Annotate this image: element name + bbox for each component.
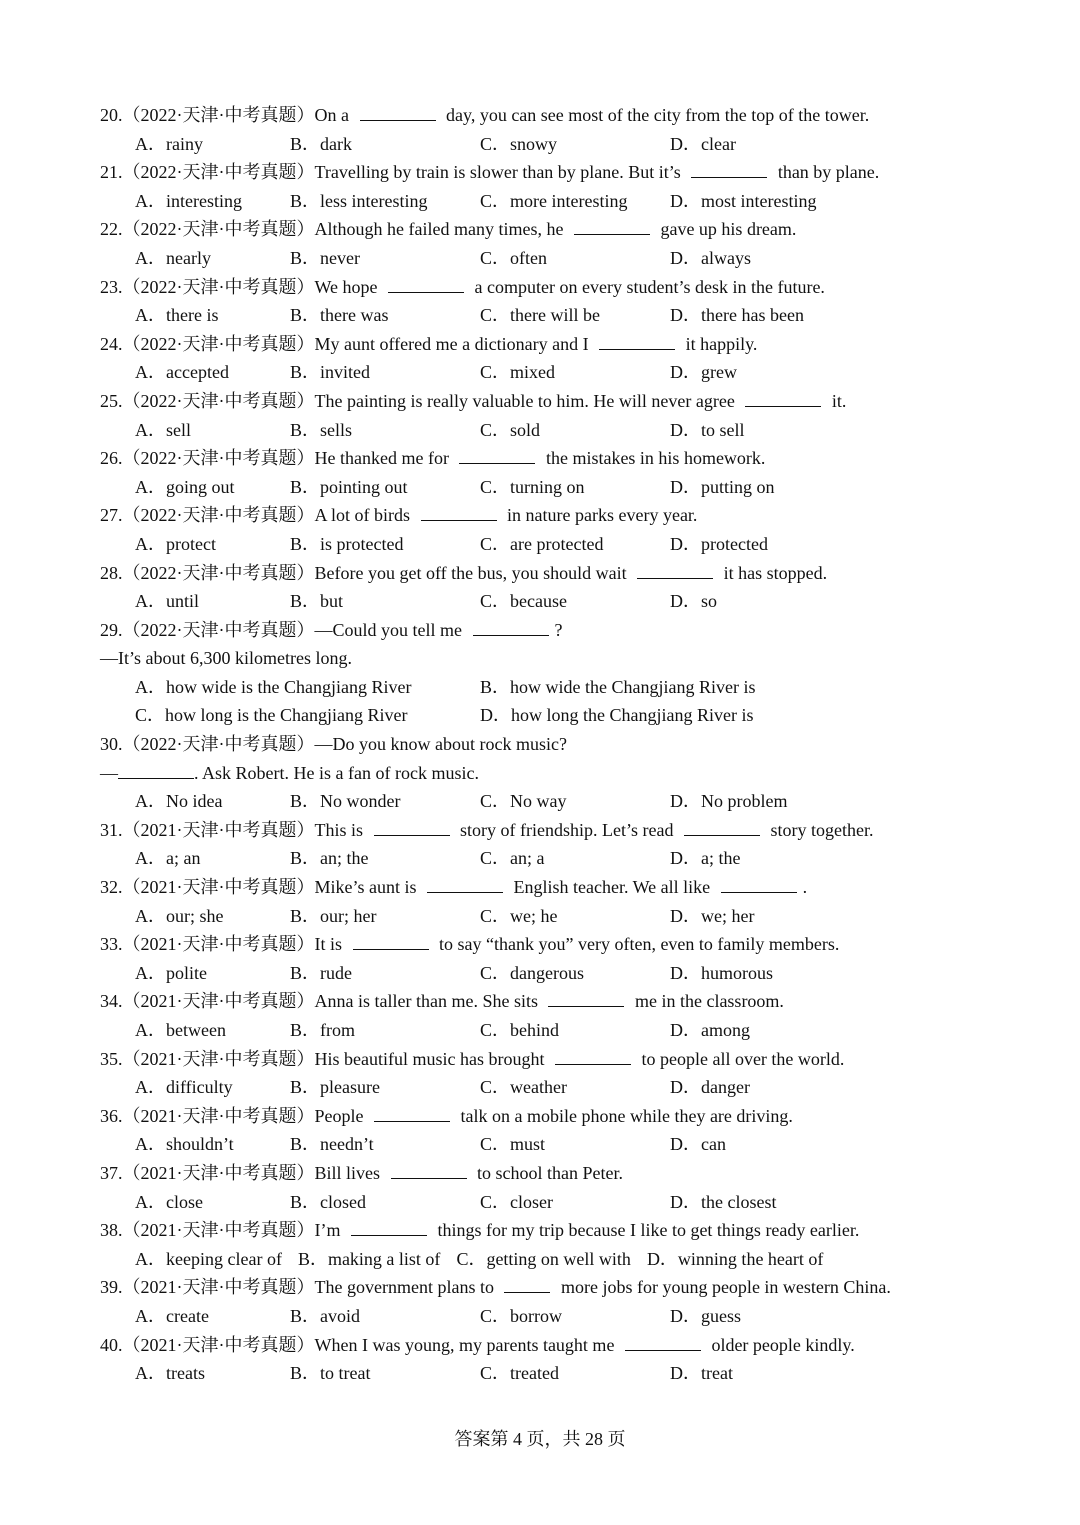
option-a[interactable]: A．going out [135, 476, 235, 497]
answer-blank[interactable] [548, 990, 624, 1007]
option-a[interactable]: A．polite [135, 962, 207, 983]
question-line [100, 873, 980, 902]
question-text-end: a computer on every student’s desk in the future. [470, 276, 825, 297]
question-text: This is [314, 819, 368, 840]
option-a[interactable]: A．treats [135, 1363, 205, 1384]
option-b[interactable]: B．invited [290, 362, 370, 383]
options [100, 587, 980, 616]
question-source: （2022·天津·中考真题） [122, 105, 315, 125]
question-number: 28. [100, 562, 123, 583]
answer-blank[interactable] [360, 104, 436, 121]
question-source: （2022·天津·中考真题） [122, 505, 315, 526]
option-a[interactable]: A．rainy [135, 133, 203, 154]
question-line [100, 101, 980, 130]
question-text-end: in nature parks every year. [502, 505, 698, 526]
options [100, 844, 980, 873]
question-27 [100, 501, 980, 558]
question-text-mid: English teacher. We all like [509, 877, 715, 898]
question-24 [100, 330, 980, 387]
option-d[interactable]: D．humorous [670, 962, 773, 983]
question-23 [100, 273, 980, 330]
options [100, 1359, 980, 1388]
option-b[interactable]: B．No wonder [290, 791, 401, 812]
option-c[interactable]: C．No way [480, 791, 567, 812]
question-text-end: it has stopped. [719, 562, 828, 583]
question-text: The painting is really valuable to him. He will never agree [314, 390, 740, 411]
question-number: 40. [100, 1334, 123, 1355]
question-number: 22. [100, 219, 123, 240]
question-line [100, 987, 980, 1016]
answer-blank[interactable] [721, 876, 797, 893]
question-20 [100, 101, 980, 158]
options [100, 244, 980, 273]
question-text: Bill lives [314, 1162, 385, 1183]
answer-blank[interactable] [118, 762, 194, 779]
option-d[interactable]: D．the closest [670, 1191, 777, 1212]
question-35 [100, 1045, 980, 1102]
option-d[interactable]: D．how long the Changjiang River is [480, 705, 754, 726]
question-text: —Could you tell me [314, 619, 467, 640]
question-text: On a [314, 105, 354, 125]
option-a[interactable]: A．keeping clear of [135, 1248, 282, 1269]
question-32 [100, 873, 980, 930]
answer-blank[interactable] [684, 819, 760, 836]
answer-blank[interactable] [388, 276, 464, 293]
option-b[interactable]: B．never [290, 247, 360, 268]
option-a[interactable]: A．nearly [135, 247, 211, 268]
option-b[interactable]: B．closed [290, 1191, 366, 1212]
option-b[interactable]: B．from [290, 1020, 355, 1040]
question-22 [100, 215, 980, 272]
question-text-end: ? [554, 619, 563, 640]
option-b[interactable]: B．our; her [290, 905, 377, 926]
question-line [100, 330, 980, 359]
question-source: （2022·天津·中考真题） [122, 562, 315, 583]
option-d[interactable]: D．No problem [670, 791, 788, 812]
option-a[interactable]: A．protect [135, 533, 216, 554]
answer-blank[interactable] [421, 504, 497, 521]
option-a[interactable]: A．No idea [135, 791, 223, 812]
question-text: His beautiful music has brought [314, 1048, 549, 1069]
option-c[interactable]: C．must [480, 1134, 546, 1155]
option-c[interactable]: C．weather [480, 1077, 567, 1098]
question-text: —Do you know about rock music? [314, 734, 567, 755]
question-source: （2022·天津·中考真题） [122, 734, 315, 755]
option-b[interactable]: B．pleasure [290, 1077, 380, 1098]
question-source: （2022·天津·中考真题） [122, 390, 315, 411]
option-a[interactable]: A．between [135, 1020, 226, 1040]
question-text: A lot of birds [314, 505, 415, 526]
options [100, 301, 980, 330]
question-text: My aunt offered me a dictionary and I [314, 333, 594, 354]
options [100, 1188, 980, 1217]
question-31 [100, 816, 980, 873]
reply-dash: — [100, 762, 118, 783]
option-d[interactable]: D．so [670, 591, 718, 612]
option-b[interactable]: B．less interesting [290, 190, 428, 211]
question-line [100, 816, 980, 845]
question-number: 39. [100, 1277, 123, 1298]
question-source: （2021·天津·中考真题） [122, 1048, 315, 1069]
option-c[interactable]: C．mixed [480, 362, 555, 383]
question-text: Although he failed many times, he [314, 219, 568, 240]
answer-blank[interactable] [427, 876, 503, 893]
answer-blank[interactable] [555, 1048, 631, 1065]
question-source: （2022·天津·中考真题） [122, 162, 315, 183]
options [100, 902, 980, 931]
question-source: （2022·天津·中考真题） [122, 219, 315, 240]
question-text-end: story together. [765, 819, 874, 840]
question-number: 38. [100, 1220, 123, 1241]
question-source: （2021·天津·中考真题） [122, 877, 315, 898]
option-a[interactable]: A．interesting [135, 190, 242, 211]
options [100, 787, 980, 816]
reply-text: . Ask Robert. He is a fan of rock music. [194, 762, 479, 783]
option-d[interactable]: D．grew [670, 362, 737, 383]
answer-blank[interactable] [637, 562, 713, 579]
option-d[interactable]: D．a; the [670, 848, 741, 869]
option-b[interactable]: B．making a list of [297, 1248, 441, 1269]
answer-blank[interactable] [691, 161, 767, 178]
options [100, 701, 980, 730]
option-c[interactable]: C．are protected [480, 533, 604, 554]
question-number: 23. [100, 276, 123, 297]
answer-blank[interactable] [574, 218, 650, 235]
options [100, 1130, 980, 1159]
option-c[interactable]: C．behind [480, 1020, 559, 1040]
option-a[interactable]: A．sell [135, 419, 191, 440]
option-c[interactable]: C．closer [480, 1191, 553, 1212]
option-c[interactable]: C．treated [480, 1363, 559, 1384]
question-text-end: to say “thank you” very often, even to family members. [434, 934, 840, 955]
question-number: 37. [100, 1162, 123, 1183]
options [100, 673, 980, 702]
question-25 [100, 387, 980, 444]
option-d[interactable]: D．to sell [670, 419, 745, 440]
question-line [100, 1159, 980, 1188]
option-b[interactable]: B．an; the [290, 848, 369, 869]
question-text-end: to school than Peter. [472, 1162, 623, 1183]
question-39 [100, 1273, 980, 1330]
question-source: （2022·天津·中考真题） [122, 276, 315, 297]
question-number: 20. [100, 105, 123, 125]
question-text: Travelling by train is slower than by plane. But it’s [314, 162, 686, 183]
options [100, 130, 980, 159]
option-b[interactable]: B．is protected [290, 533, 404, 554]
options [100, 358, 980, 387]
question-33 [100, 930, 980, 987]
question-source: （2021·天津·中考真题） [122, 1334, 315, 1355]
question-line [100, 387, 980, 416]
answer-blank[interactable] [459, 447, 535, 464]
question-text-end: . [802, 877, 808, 898]
option-c[interactable]: C．borrow [480, 1305, 562, 1326]
question-26 [100, 444, 980, 501]
option-c[interactable]: C．we; he [480, 905, 558, 926]
option-c[interactable]: C．there will be [480, 305, 600, 326]
question-source: （2021·天津·中考真题） [122, 1220, 315, 1241]
question-text: People [314, 1105, 368, 1126]
answer-blank[interactable] [599, 333, 675, 350]
option-c[interactable]: C．turning on [480, 476, 585, 497]
question-text-end: talk on a mobile phone while they are driving. [456, 1105, 793, 1126]
option-d[interactable]: D．can [670, 1134, 726, 1155]
question-number: 31. [100, 819, 123, 840]
question-source: （2021·天津·中考真题） [122, 1277, 315, 1298]
question-line [100, 1102, 980, 1131]
answer-blank[interactable] [745, 390, 821, 407]
question-28 [100, 559, 980, 616]
dialog-reply [100, 759, 980, 788]
option-b[interactable]: B．needn’t [290, 1134, 374, 1155]
answer-blank[interactable] [351, 1219, 427, 1236]
question-number: 30. [100, 734, 123, 755]
option-a[interactable]: A．until [135, 591, 200, 612]
question-number: 26. [100, 448, 123, 469]
option-b[interactable]: B．avoid [290, 1305, 360, 1326]
option-d[interactable]: D．there has been [670, 305, 804, 326]
question-list [100, 101, 980, 1388]
question-source: （2021·天津·中考真题） [122, 1162, 315, 1183]
option-b[interactable]: B．but [290, 591, 344, 612]
option-d[interactable]: D．among [670, 1020, 750, 1040]
question-38 [100, 1216, 980, 1273]
question-29 [100, 616, 980, 730]
options [100, 1073, 980, 1102]
option-a[interactable]: A．a; an [135, 848, 201, 869]
question-text-end: gave up his dream. [655, 219, 797, 240]
question-text: The government plans to [314, 1277, 499, 1298]
question-line [100, 1045, 980, 1074]
option-b[interactable]: B．sells [290, 419, 353, 440]
option-d[interactable]: D．danger [670, 1077, 750, 1098]
option-d[interactable]: D．guess [670, 1305, 741, 1326]
question-40 [100, 1331, 980, 1388]
option-d[interactable]: D．we; her [670, 905, 755, 926]
question-line [100, 501, 980, 530]
options [100, 1016, 980, 1045]
question-text: We hope [314, 276, 383, 297]
option-a[interactable]: A．there is [135, 305, 219, 326]
question-text: When I was young, my parents taught me [314, 1334, 619, 1355]
question-line [100, 273, 980, 302]
option-a[interactable]: A．create [135, 1305, 209, 1326]
question-text-end: to people all over the world. [636, 1048, 845, 1069]
question-text-end: it happily. [681, 333, 758, 354]
answer-blank[interactable] [473, 619, 549, 636]
option-c[interactable]: C．because [480, 591, 567, 612]
option-b[interactable]: B．pointing out [290, 476, 408, 497]
question-number: 21. [100, 162, 123, 183]
question-number: 27. [100, 505, 123, 526]
question-text-end: day, you can see most of the city from the top of the tower. [441, 105, 870, 125]
answer-blank[interactable] [504, 1276, 550, 1293]
question-number: 25. [100, 390, 123, 411]
question-number: 32. [100, 877, 123, 898]
question-34 [100, 987, 980, 1044]
question-text: Anna is taller than me. She sits [314, 991, 543, 1012]
options [100, 530, 980, 559]
question-text: I’m [314, 1220, 345, 1241]
question-21 [100, 158, 980, 215]
question-text: Before you get off the bus, you should wait [314, 562, 632, 583]
question-source: （2021·天津·中考真题） [122, 991, 315, 1012]
option-a[interactable]: A．accepted [135, 362, 229, 383]
question-source: （2022·天津·中考真题） [122, 333, 315, 354]
options [100, 187, 980, 216]
option-b[interactable]: B．there was [290, 305, 389, 326]
question-text: He thanked me for [314, 448, 454, 469]
option-c[interactable]: C．sold [480, 419, 541, 440]
question-text: It is [314, 934, 347, 955]
question-text-end: older people kindly. [706, 1334, 855, 1355]
question-text-end: me in the classroom. [630, 991, 784, 1012]
question-source: （2021·天津·中考真题） [122, 934, 315, 955]
question-text-end: than by plane. [773, 162, 880, 183]
question-number: 29. [100, 619, 123, 640]
question-text-end: more jobs for young people in western China. [556, 1277, 891, 1298]
option-c[interactable]: C．how long is the Changjiang River [135, 705, 408, 726]
question-text-end: the mistakes in his homework. [541, 448, 766, 469]
question-source: （2021·天津·中考真题） [122, 819, 315, 840]
question-line [100, 215, 980, 244]
dialog-reply: —It’s about 6,300 kilometres long. [100, 648, 352, 669]
option-c[interactable]: C．an; a [480, 848, 545, 869]
option-c[interactable]: C．dangerous [480, 962, 584, 983]
option-b[interactable]: B．to treat [290, 1363, 371, 1384]
option-d[interactable]: D．treat [670, 1363, 733, 1384]
question-number: 34. [100, 991, 123, 1012]
option-c[interactable]: C．often [480, 247, 547, 268]
option-a[interactable]: A．how wide is the Changjiang River [135, 676, 412, 697]
question-number: 24. [100, 333, 123, 354]
question-text-end: it. [827, 390, 847, 411]
options [100, 416, 980, 445]
question-source: （2021·天津·中考真题） [122, 1105, 315, 1126]
answer-blank[interactable] [353, 933, 429, 950]
option-a[interactable]: A．shouldn’t [135, 1134, 234, 1155]
option-d[interactable]: D．always [670, 247, 751, 268]
answer-blank[interactable] [625, 1334, 701, 1351]
option-d[interactable]: D．putting on [670, 476, 775, 497]
option-a[interactable]: A．difficulty [135, 1077, 233, 1098]
question-source: （2022·天津·中考真题） [122, 448, 315, 469]
option-b[interactable]: B．rude [290, 962, 352, 983]
question-text-end: things for my trip because I like to get things ready earlier. [433, 1220, 860, 1241]
answer-blank[interactable] [374, 819, 450, 836]
answer-blank[interactable] [391, 1162, 467, 1179]
question-source: （2022·天津·中考真题） [122, 619, 315, 640]
question-37 [100, 1159, 980, 1216]
option-d[interactable]: D．most interesting [670, 190, 817, 211]
page-footer: 答案第 4 页，共 28 页 [454, 1429, 626, 1449]
options [100, 959, 980, 988]
option-c[interactable]: C．more interesting [480, 190, 628, 211]
answer-blank[interactable] [374, 1105, 450, 1122]
question-36 [100, 1102, 980, 1159]
question-number: 35. [100, 1048, 123, 1069]
options [100, 1245, 980, 1274]
option-d[interactable]: D．clear [670, 133, 736, 154]
option-b[interactable]: B．dark [290, 133, 352, 154]
options [100, 1302, 980, 1331]
question-line [100, 930, 980, 959]
question-30 [100, 730, 980, 816]
option-d[interactable]: D．winning the heart of [646, 1248, 824, 1269]
option-a[interactable]: A．close [135, 1191, 203, 1212]
options [100, 473, 980, 502]
option-c[interactable]: C．getting on well with [456, 1248, 631, 1269]
question-line [100, 559, 980, 588]
option-a[interactable]: A．our; she [135, 905, 224, 926]
question-line [100, 444, 980, 473]
question-text-mid: story of friendship. Let’s read [455, 819, 678, 840]
option-b[interactable]: B．how wide the Changjiang River is [480, 676, 756, 697]
question-number: 33. [100, 934, 123, 955]
question-text: Mike’s aunt is [314, 877, 421, 898]
question-line [100, 158, 980, 187]
option-d[interactable]: D．protected [670, 533, 768, 554]
question-number: 36. [100, 1105, 123, 1126]
option-c[interactable]: C．snowy [480, 133, 558, 154]
